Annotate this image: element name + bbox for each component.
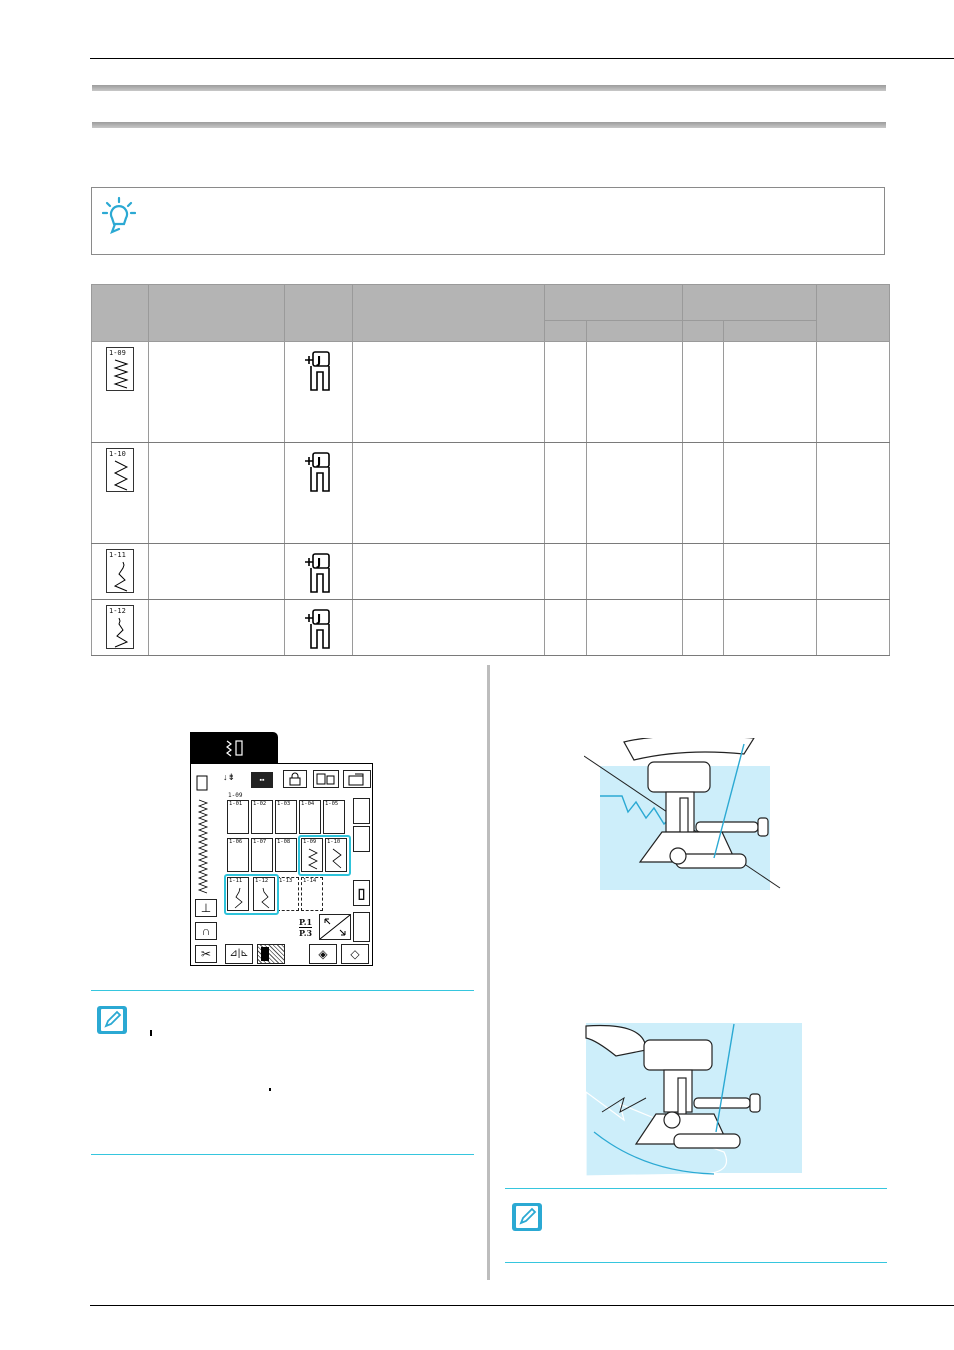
memory-icon <box>347 772 367 786</box>
side-stitch-button[interactable] <box>353 798 370 824</box>
edge-sewing-illustration <box>584 1022 806 1176</box>
header-cell <box>724 321 817 342</box>
stitch-key[interactable]: 1-14 <box>301 877 323 911</box>
lock-button[interactable] <box>283 770 307 788</box>
presser-foot-j-icon <box>302 350 336 394</box>
presser-foot-j-icon <box>302 552 336 596</box>
table-row <box>92 443 890 544</box>
presser-foot-j-icon <box>302 451 336 495</box>
svg-text:J: J <box>317 455 322 468</box>
tip-lightbulb-icon <box>102 196 136 234</box>
memo-pencil-icon <box>511 1202 543 1232</box>
header-cell <box>587 321 683 342</box>
header-cell <box>285 285 353 342</box>
stitch-key[interactable]: 1-02 <box>251 800 273 834</box>
setting-button[interactable] <box>313 770 339 788</box>
side-stitch-icon[interactable] <box>353 854 370 876</box>
reverse-button[interactable]: ∩ <box>195 922 217 940</box>
lock-icon <box>288 772 302 786</box>
memo-top-rule <box>91 990 474 991</box>
page-scroll-button[interactable] <box>319 914 351 940</box>
table-row <box>92 544 890 600</box>
stitch-key[interactable]: 1-03 <box>275 800 297 834</box>
stitch-key[interactable]: 1-07 <box>251 838 273 872</box>
side-buttonhole-button[interactable]: ▯ <box>353 880 370 906</box>
side-stitch-button[interactable] <box>353 826 370 852</box>
stitch-key-1-11[interactable]: 1-11 <box>227 877 249 911</box>
mirror-button[interactable]: ⊿|⊾ <box>225 944 253 964</box>
stitch-key[interactable]: 1-13 <box>277 877 299 911</box>
header-cell <box>683 321 724 342</box>
header-cell <box>683 285 817 321</box>
svg-text:J: J <box>317 556 322 569</box>
highlight-1-11-1-12 <box>224 874 279 915</box>
svg-text:J: J <box>317 612 322 625</box>
table-row <box>92 600 890 656</box>
stitch-key[interactable]: 1-04 <box>299 800 321 834</box>
header-cell <box>545 321 587 342</box>
settings-icon <box>316 772 336 786</box>
presser-foot-j-icon <box>302 608 336 652</box>
column-divider <box>487 665 490 1280</box>
svg-text:J: J <box>317 354 322 367</box>
thread-cutter-button[interactable]: ✂ <box>195 945 217 963</box>
stitch-code-key: 1-11 <box>106 549 134 593</box>
memo-bottom-rule <box>91 1154 474 1155</box>
overcasting-illustration <box>584 738 784 890</box>
stitch-key-1-09[interactable]: 1-09 <box>301 838 323 872</box>
stitch-key[interactable]: 1-06 <box>227 838 249 872</box>
lcd-panel <box>190 763 373 966</box>
selected-category-icon <box>261 947 269 961</box>
memory-button[interactable] <box>343 770 371 788</box>
header-cell <box>353 285 545 342</box>
stitch-key[interactable]: 1-08 <box>275 838 297 872</box>
side-page-button[interactable] <box>353 912 370 942</box>
highlight-1-09-1-10 <box>298 835 351 876</box>
title-band-top <box>92 85 886 91</box>
stitch-category-button[interactable] <box>257 944 285 964</box>
lcd-screen-illustration <box>190 732 373 966</box>
title-band-bottom <box>92 122 886 128</box>
header-cell <box>817 285 890 342</box>
lcd-tab <box>190 732 278 763</box>
note-box <box>91 187 885 255</box>
footer-rule <box>90 1305 954 1306</box>
stitch-settings-table <box>91 284 890 656</box>
page-arrow-icon <box>320 915 350 939</box>
header-cell <box>92 285 149 342</box>
page-total: P.3 <box>299 928 313 938</box>
stitch-key-1-10[interactable]: 1-10 <box>325 838 347 872</box>
stitch-code-key: 1-10 <box>106 448 134 492</box>
mark <box>269 1088 271 1091</box>
header-rule <box>90 58 954 59</box>
stitch-key[interactable]: 1-01 <box>227 800 249 834</box>
page-current: P.1 <box>299 917 313 927</box>
mark <box>150 1030 152 1036</box>
header-cell <box>149 285 285 342</box>
table-row <box>92 342 890 443</box>
stitch-code-key: 1-12 <box>106 605 134 649</box>
presser-foot-lift-button[interactable]: ⊥ <box>195 899 217 917</box>
selected-stitch-label: 1-09 <box>228 792 243 799</box>
image-key-button[interactable]: ◈ <box>309 944 337 964</box>
needle-position-icon[interactable]: ↓⇟ <box>219 772 239 788</box>
memo-pencil-icon <box>96 1005 128 1035</box>
stitch-code-key: 1-09 <box>106 347 134 391</box>
header-cell <box>545 285 683 321</box>
stitch-key-1-12[interactable]: 1-12 <box>253 877 275 911</box>
memory-recall-button[interactable]: ◇ <box>341 944 369 964</box>
stitch-tab-icon <box>224 739 246 757</box>
twin-needle-button[interactable]: ▪▪ <box>251 772 273 788</box>
stitch-key[interactable]: 1-05 <box>323 800 345 834</box>
memo-bottom-rule <box>505 1262 887 1263</box>
memo-top-rule <box>505 1188 887 1189</box>
